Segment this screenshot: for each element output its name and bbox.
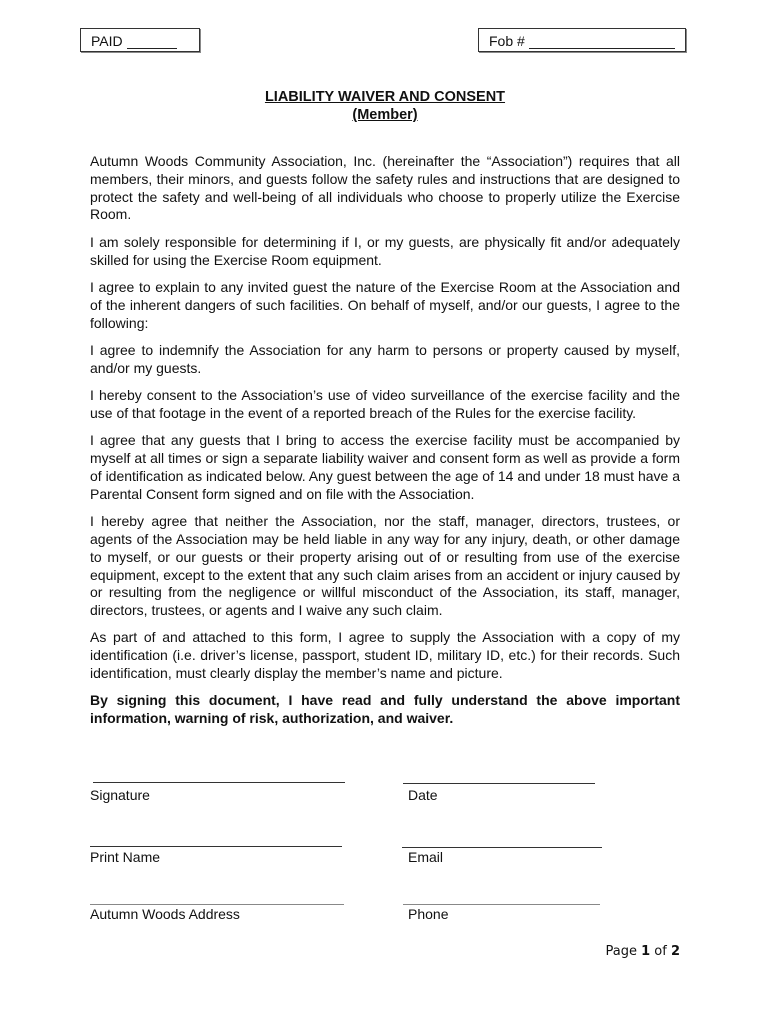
paragraph: I agree that any guests that I bring to access the exercise facility must be accompanied by myself at all times or sign a separate liability waiver and consent form as well as provide a form of identification as indicated below. Any guest between the age of 14 and under 18 must have a Parental Consent form signed and on file with the Association.	[90, 432, 680, 502]
acknowledgement: By signing this document, I have read and fully understand the above important information, warning of risk, authorization, and waiver.	[90, 692, 680, 727]
document-subtitle: (Member)	[352, 107, 418, 123]
print-name-line[interactable]	[90, 846, 342, 847]
paid-label: PAID	[91, 33, 123, 49]
phone-line[interactable]	[403, 904, 600, 905]
page-number	[605, 944, 680, 959]
total-pages: 2	[670, 944, 680, 959]
date-label: Date	[408, 787, 438, 803]
fob-label: Fob #	[489, 33, 525, 49]
date-line[interactable]	[403, 783, 595, 784]
fob-blank[interactable]	[529, 35, 675, 49]
print-name-label: Print Name	[90, 849, 161, 865]
paragraph: I agree to explain to any invited guest the nature of the Exercise Room at the Association and of the inherent dangers of such facilities. On behalf of myself, and/or our guests, I agree to the following:	[90, 278, 680, 331]
paid-blank[interactable]	[127, 35, 177, 49]
address-label: Autumn Woods Address	[90, 906, 240, 922]
fob-field[interactable]	[478, 28, 686, 52]
current-page: 1	[641, 944, 651, 959]
paid-field[interactable]	[80, 28, 200, 52]
paragraph: I agree to indemnify the Association for any harm to persons or property caused by myself, and/or my guests.	[90, 341, 680, 376]
paragraph: I hereby consent to the Association’s use of video surveillance of the exercise facility and the use of that footage in the event of a reported breach of the Rules for the exercise facility.	[90, 387, 680, 421]
paragraph: I am solely responsible for determining if I, or my guests, are physically fit and/or adequately skilled for using the Exercise Room equipment.	[90, 233, 680, 268]
email-line[interactable]	[402, 847, 602, 848]
waiver-body	[90, 153, 680, 738]
document-title: LIABILITY WAIVER AND CONSENT	[264, 89, 506, 105]
address-line[interactable]	[90, 904, 344, 905]
paragraph: As part of and attached to this form, I agree to supply the Association with a copy of my identification (i.e. driver’s license, passport, student ID, military ID, etc.) for their records. Such identification, must clearly display the member’s name and picture.	[90, 629, 680, 682]
paragraph: Autumn Woods Community Association, Inc. (hereinafter the “Association”) requires that all members, their minors, and guests follow the safety rules and instructions that are designed to protect the safety and well-being of all individuals who choose to properly utilize the Exercise Room.	[90, 153, 680, 223]
of-word: of	[654, 944, 667, 959]
paragraph: I hereby agree that neither the Association, nor the staff, manager, directors, trustees, or agents of the Association may be held liable in any way for any injury, death, or other damage to myself, or our guests or their property arising out of or resulting from use of the exercise equipment, except to the extent that any such claim arises from an accident or injury caused by or resulting from the negligence or willful misconduct of the Association, its staff, manager, directors, trustees, or agents and I waive any such claim.	[90, 513, 680, 619]
page-word: Page	[605, 944, 637, 959]
email-label: Email	[408, 849, 444, 865]
signature-line[interactable]	[93, 782, 345, 783]
signature-label: Signature	[90, 787, 150, 803]
phone-label: Phone	[408, 906, 449, 922]
